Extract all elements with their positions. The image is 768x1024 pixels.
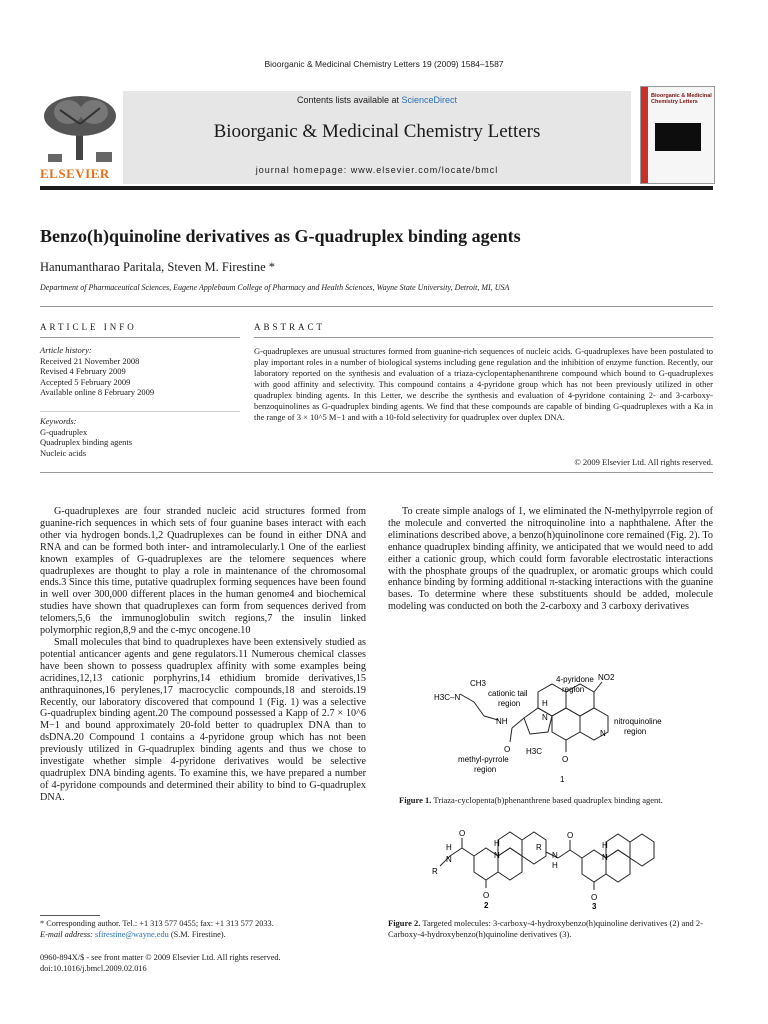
fig2-hn-3: H bbox=[602, 841, 608, 850]
fig1-methylpyrrole-label: methyl-pyrrole bbox=[458, 755, 509, 764]
keyword-item: Quadruplex binding agents bbox=[40, 437, 133, 447]
article-authors bbox=[40, 260, 275, 275]
email-suffix: (S.M. Firestine). bbox=[168, 929, 226, 939]
fig1-ch3: CH3 bbox=[470, 679, 487, 688]
article-info-heading: ARTICLE INFO bbox=[40, 322, 137, 332]
issn-line: 0960-894X/$ - see front matter © 2009 Elsevier Ltd. All rights reserved. bbox=[40, 953, 281, 962]
fig2-hn-2: H bbox=[494, 839, 500, 848]
body-paragraph: Small molecules that bind to quadruplexes have been extensively studied as potential anticancer agents and gene regulators.11 Numerous chemical classes have been shown to possess quadruplex affinity with some examples being acridines,12,13 cationic porphyrins,14 ethidium bromide derivatives,15 anthraquinones,16 perylenes,17 macrocyclic compounds,18 and steroids.19 Recently, our laboratory discovered that compound 1 (Fig. 1) was a selective G-quadruplex binding agent.20 The compound possessed a Kapp of 2.7 × 10^6 M−1 and bound approximately 20-fold better to quadruplex DNA than to dsDNA.20 Compound 1 contains a 4-pyridone group which has not been previously utilized in G-quadruplex binding agents and thus we chose to investigate whether simple 4-pyridone derivatives would be selective quadruplex DNA binding agents. To examine this, we have prepared a number of 4-pyridone compounds and determined their ability to bind to G-quadruplex DNA. bbox=[40, 636, 366, 803]
fig2-o-2: O bbox=[459, 829, 466, 838]
abstract-rule bbox=[254, 337, 713, 338]
fig2-h-2: H bbox=[446, 843, 452, 852]
compound-1-drawing bbox=[430, 672, 670, 784]
figure-2-caption-text: Targeted molecules: 3-carboxy-4-hydroxybenzo(h)quinoline derivatives (2) and 2-Carboxy-4-hydroxybenzo(h)quinoline derivatives (3). bbox=[388, 918, 704, 939]
footnote-rule bbox=[40, 915, 100, 916]
article-title: Benzo(h)quinoline derivatives as G-quadruplex binding agents bbox=[40, 226, 521, 246]
figure-1-caption bbox=[399, 795, 663, 805]
abstract-text: G-quadruplexes are unusual structures formed from guanine-rich sequences of nucleic acids. G-quadruplexes have been postulated to play important roles in a number of biological systems including gene regulation and the inhibition of enzyme function. Recently, our laboratory reported on the synthesis and evaluation of a triaza-cyclopentaphenanthrene compound which bound to G-quadruplexes with good affinity and selectivity. This compound contains a 4-pyridone group which has not been previously utilized in other quadruplex binding agents. In this Letter, we describe the synthesis and evaluation of 4-pyridone containing 2- and 3-carboxy-benzoquinolines as G-quadruplex binding agents. We find that these compounds are capable of binding G-quadruplexes with a Ka in the range of 3 × 10^5 M−1 and with a 10-fold selectivity for quadruplex over duplex DNA. bbox=[254, 346, 713, 422]
contents-prefix: Contents lists available at bbox=[296, 95, 402, 105]
fig1-h-top: H bbox=[542, 699, 548, 708]
fig1-pyridone-label2: region bbox=[562, 685, 585, 694]
body-column-left bbox=[40, 506, 366, 804]
keyword-item: Nucleic acids bbox=[40, 447, 87, 458]
fig2-n-2: N bbox=[446, 855, 452, 864]
fig2-n-3: N bbox=[552, 851, 558, 860]
journal-banner bbox=[123, 91, 631, 184]
fig1-h3cn: H3C–N bbox=[434, 693, 461, 702]
abstract-copyright: © 2009 Elsevier Ltd. All rights reserved. bbox=[574, 457, 713, 467]
journal-title: Bioorganic & Medicinal Chemistry Letters bbox=[213, 121, 541, 142]
doi-line[interactable]: doi:10.1016/j.bmcl.2009.02.016 bbox=[40, 963, 147, 973]
email-link[interactable]: sfirestine@wayne.edu bbox=[95, 929, 169, 939]
keywords-block bbox=[40, 416, 240, 458]
cover-title: Bioorganic & Medicinal Chemistry Letters bbox=[651, 93, 712, 105]
journal-homepage[interactable]: journal homepage: www.elsevier.com/locate/bmcl bbox=[255, 165, 499, 175]
keywords-label: Keywords: bbox=[40, 416, 77, 426]
fig2-o-bottom-3: O bbox=[591, 893, 598, 902]
fig2-o-bottom-2: O bbox=[483, 891, 490, 900]
issn-doi-block bbox=[40, 953, 281, 974]
elsevier-wordmark: ELSEVIER bbox=[40, 166, 110, 181]
article-info-rule bbox=[40, 337, 240, 338]
fig1-nitro-label2: region bbox=[624, 727, 647, 736]
figure-1-label: Figure 1. bbox=[399, 795, 432, 805]
email-line bbox=[40, 930, 366, 941]
fig1-o-bottom: O bbox=[562, 755, 569, 764]
header-rule bbox=[40, 186, 713, 190]
figure-2-structures bbox=[432, 828, 704, 910]
figure-1-structure bbox=[430, 672, 670, 784]
keywords-rule bbox=[40, 411, 240, 412]
fig2-compound-2: 2 bbox=[484, 901, 489, 910]
body-column-right bbox=[388, 506, 713, 613]
fig1-h3c: H3C bbox=[526, 747, 543, 756]
fig1-methylpyrrole-label2: region bbox=[474, 765, 497, 774]
author-affiliation: Department of Pharmaceutical Sciences, Eugene Applebaum College of Pharmacy and Health Sciences, Wayne State University, Detroit, MI, USA bbox=[40, 283, 510, 292]
figure-2-label: Figure 2. bbox=[388, 918, 421, 928]
fig1-n-mid: N bbox=[542, 713, 548, 722]
sciencedirect-link[interactable]: ScienceDirect bbox=[401, 95, 458, 105]
fig1-compound-number: 1 bbox=[560, 775, 565, 784]
cover-image bbox=[655, 123, 701, 151]
affiliation-rule bbox=[40, 306, 713, 307]
fig1-cationic-label2: region bbox=[498, 699, 521, 708]
email-label: E-mail address: bbox=[40, 929, 95, 939]
body-paragraph: To create simple analogs of 1, we eliminated the N-methylpyrrole region of the molecule and converted the nitroquinoline into a naphthalene. After the eliminations described above, a benzo(h)quinolinone core remained (Fig. 2). To enhance quadruplex binding affinity, we anticipated that we would need to add either a cationic group, which could form favorable electrostatic interactions with the phosphate groups of the quadruplex, or aromatic groups which could enhance binding by forming additional π-stacking interactions with the guanine bases. To determine where these substituents should be added, molecule modeling was conducted on both the 2-carboxy and 3 carboxy derivatives bbox=[388, 506, 713, 613]
fig1-n-right: N bbox=[600, 729, 606, 738]
fig1-no2: NO2 bbox=[598, 673, 615, 682]
fig1-pyridone-label: 4-pyridone bbox=[556, 675, 594, 684]
history-online: Available online 8 February 2009 bbox=[40, 387, 155, 397]
compounds-2-3-drawing bbox=[432, 828, 704, 910]
history-label: Article history: bbox=[40, 345, 92, 355]
fig2-compound-3: 3 bbox=[592, 902, 597, 910]
elsevier-tree-icon bbox=[38, 94, 122, 164]
abstract-heading: ABSTRACT bbox=[254, 322, 326, 332]
figure-1-caption-text: Triaza-cyclopenta(b)phenanthrene based quadruplex binding agent. bbox=[433, 795, 663, 805]
authors-names: Hanumantharao Paritala, Steven M. Firestine bbox=[40, 260, 266, 274]
fig1-cationic-label: cationic tail bbox=[488, 689, 528, 698]
footnote bbox=[40, 919, 366, 940]
figure-2-caption bbox=[388, 918, 713, 939]
journal-citation: Bioorganic & Medicinal Chemistry Letters 19 (2009) 1584–1587 bbox=[264, 59, 504, 69]
corresponding-marker[interactable]: * bbox=[265, 260, 276, 274]
abstract-bottom-rule bbox=[40, 472, 713, 473]
fig1-nitro-label: nitroquinoline bbox=[614, 717, 662, 726]
corresponding-author-note: * Corresponding author. Tel.: +1 313 577 0455; fax: +1 313 577 2033. bbox=[40, 919, 274, 928]
history-revised: Revised 4 February 2009 bbox=[40, 366, 126, 376]
contents-line bbox=[123, 95, 631, 105]
body-paragraph: G-quadruplexes are four stranded nucleic acid structures formed from guanine-rich sequences in which sets of four guanine bases interact with each other via hydrogen bonds.1,2 Quadruplexes can be found in either DNA and RNA and can be formed both inter- and intramolecularly.1 One of the earliest known examples of G-quadruplexes are the telomere sequences where quadruplexes are thought to play a role in maintenance of the chromosomal ends.3 Since this time, putative quadruplex forming sequences have been found in well over 300,000 different places in the human genome4 and biochemical studies have shown that quadruplexes can form from sequences derived from telomers,5,6 the immunoglobulin switch regions,7 the insulin linked polymorphic region,8,9 and the c-myc oncogene.10 bbox=[40, 506, 366, 637]
journal-cover-thumbnail bbox=[640, 86, 715, 184]
fig1-nh: NH bbox=[496, 717, 508, 726]
fig2-r-group-2: R bbox=[432, 867, 438, 876]
keyword-item: G-quadruplex bbox=[40, 426, 88, 437]
fig2-nring-2: N bbox=[494, 851, 500, 860]
history-received: Received 21 November 2008 bbox=[40, 355, 140, 366]
fig2-r-group-3: R bbox=[536, 843, 542, 852]
article-history bbox=[40, 345, 240, 398]
cover-stripe bbox=[641, 87, 648, 183]
fig1-o-left: O bbox=[504, 745, 511, 754]
fig2-h-3: H bbox=[552, 861, 558, 870]
fig2-nring-3: N bbox=[602, 853, 608, 862]
history-accepted: Accepted 5 February 2009 bbox=[40, 376, 131, 387]
fig2-o-3: O bbox=[567, 831, 574, 840]
